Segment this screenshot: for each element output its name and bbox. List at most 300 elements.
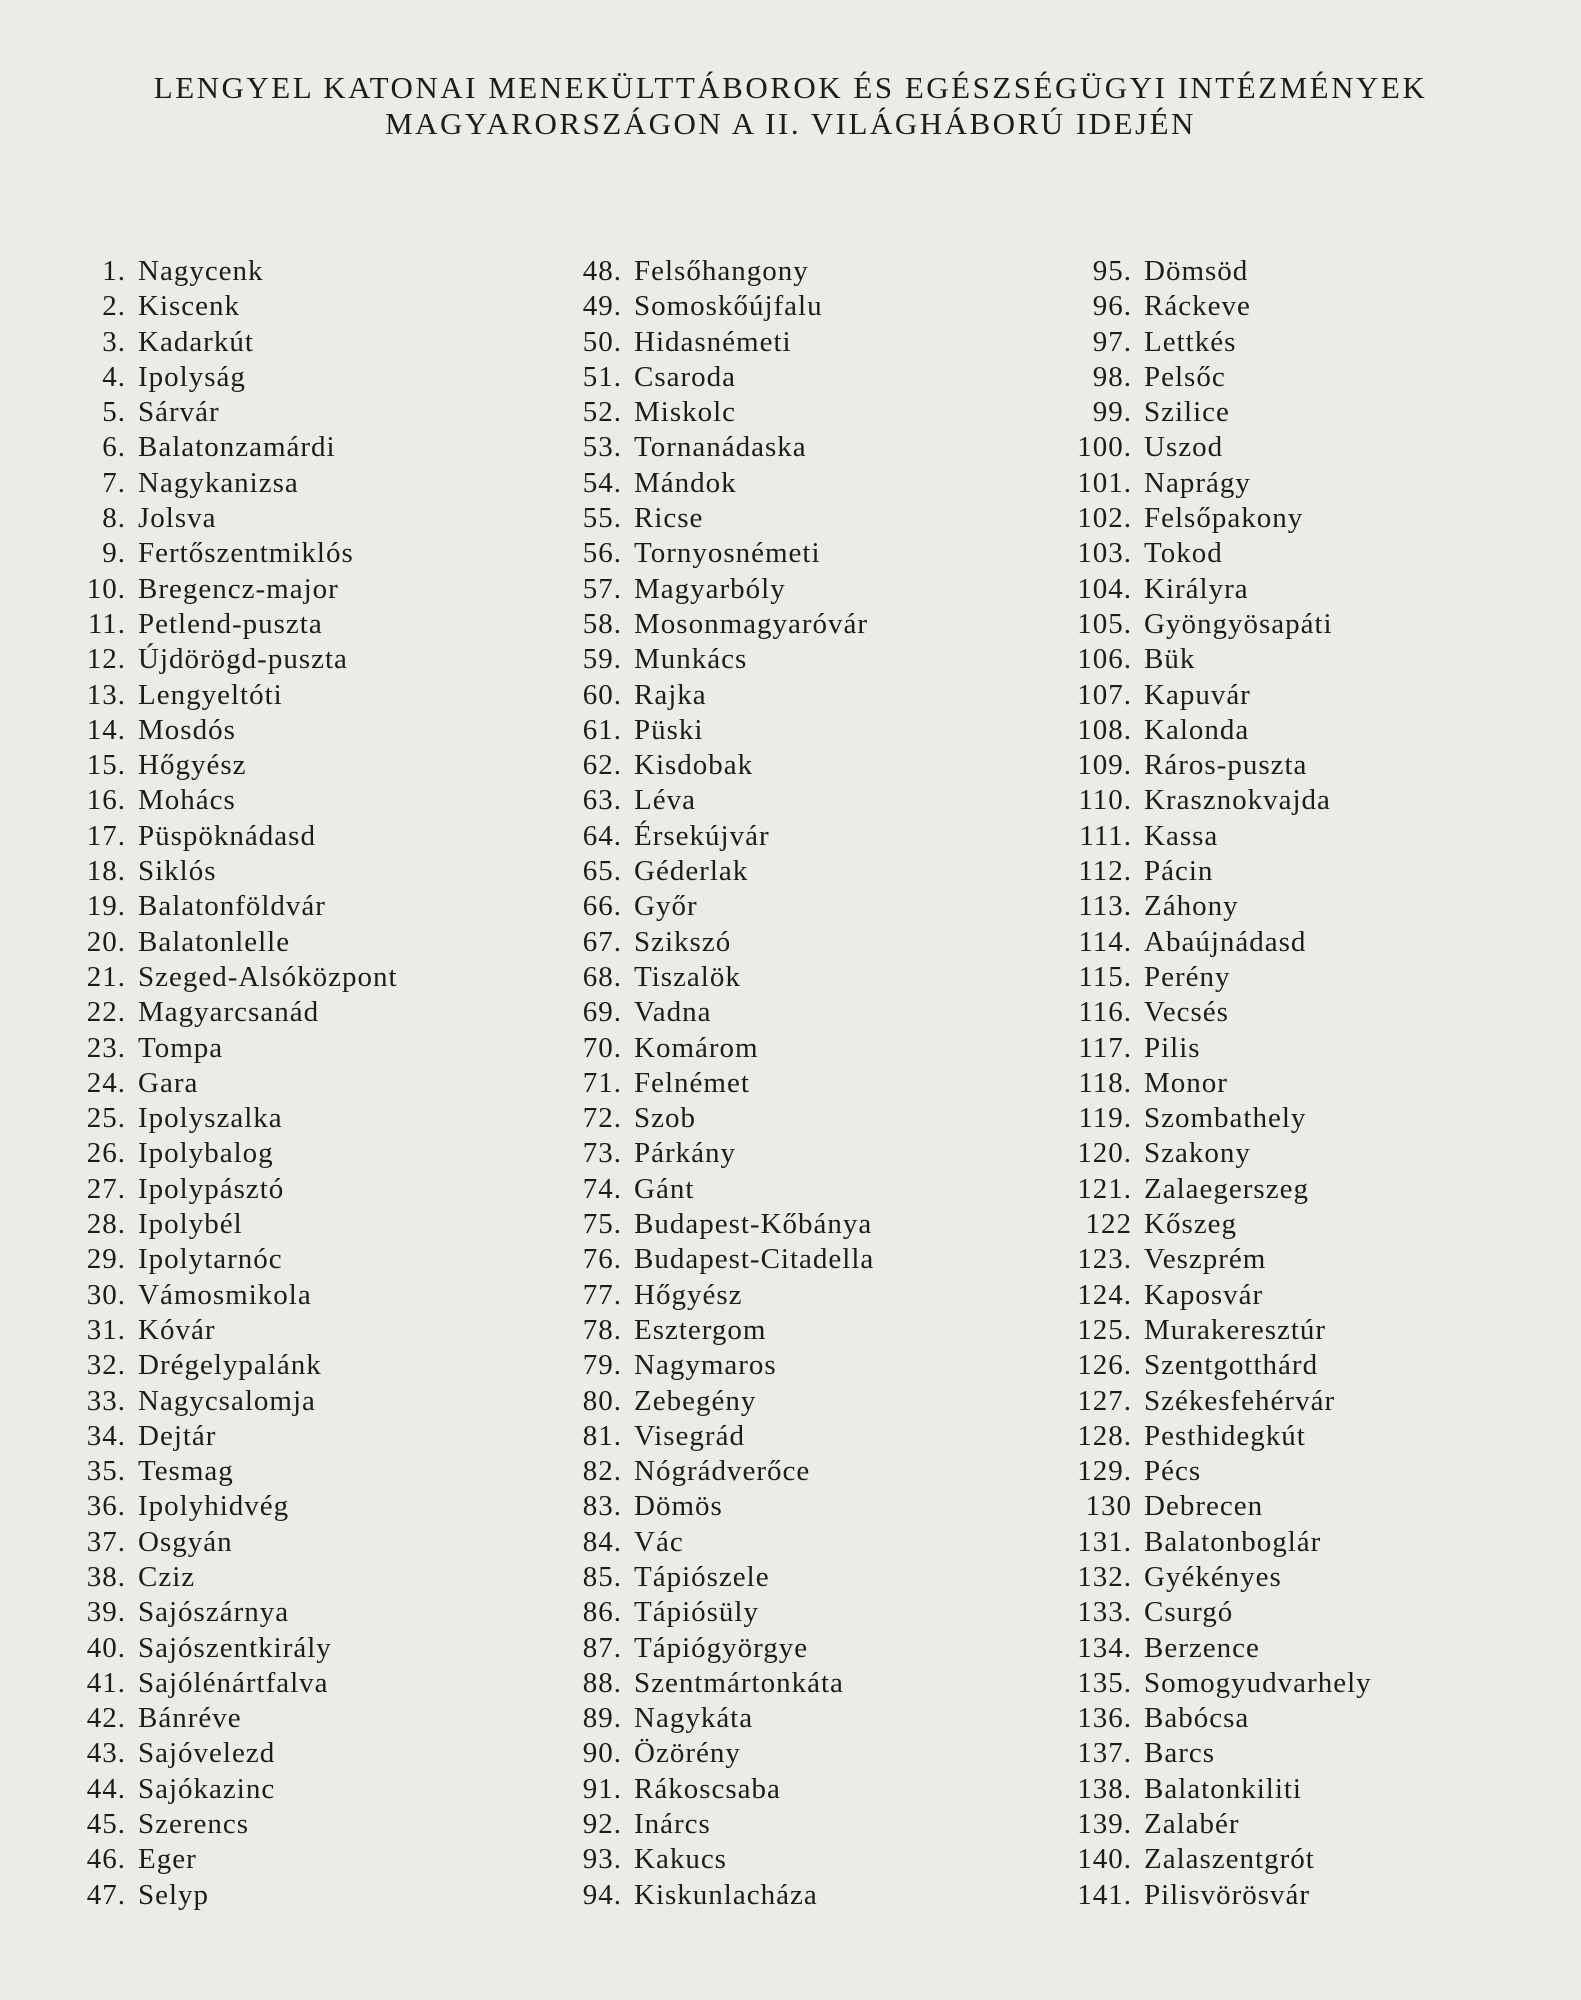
item-place-name: Nagykanizsa [138,466,299,499]
item-number: 55. [582,502,622,535]
item-number: 51. [582,360,622,393]
list-item [1050,501,1372,536]
item-place-name: Debrecen [1144,1490,1264,1523]
list-item [540,642,874,677]
list-item [540,960,874,995]
item-number: 14. [86,713,126,746]
item-number: 99. [1092,396,1132,429]
list-item [1050,1207,1372,1242]
list-column-1 [60,254,398,1913]
item-number: 105. [1077,607,1132,640]
item-number: 21. [86,960,126,993]
list-item [540,819,874,854]
item-place-name: Sajószárnya [138,1596,290,1629]
item-number: 35. [86,1455,126,1488]
item-place-name: Eger [138,1843,197,1876]
item-number: 109. [1077,749,1132,782]
item-number: 113. [1078,890,1132,923]
list-item [540,360,874,395]
item-place-name: Ipolyszalka [138,1102,283,1135]
item-place-name: Tápiósüly [634,1596,759,1629]
list-item [540,1172,874,1207]
list-item [1050,1878,1372,1913]
item-place-name: Zebegény [634,1384,757,1417]
item-number: 26. [86,1137,126,1170]
item-number: 16. [86,784,126,817]
list-item [60,1807,398,1842]
item-place-name: Krasznokvajda [1144,784,1331,817]
item-number: 46. [86,1843,126,1876]
list-item [60,1525,398,1560]
list-item [1050,1666,1372,1701]
list-item [1050,430,1372,465]
list-item [60,430,398,465]
item-place-name: Dömös [634,1490,723,1523]
item-place-name: Somogyudvarhely [1144,1666,1372,1699]
list-item [540,1066,874,1101]
list-item [60,1136,398,1171]
item-number: 112. [1078,855,1132,888]
list-item [1050,360,1372,395]
item-number: 93. [582,1843,622,1876]
item-number: 58. [582,607,622,640]
list-item [60,1631,398,1666]
item-number: 4. [102,360,126,393]
list-item [60,1701,398,1736]
list-item [60,395,398,430]
item-place-name: Budapest-Kőbánya [634,1208,873,1241]
item-number: 52. [582,396,622,429]
item-place-name: Lengyeltóti [138,678,283,711]
item-number: 27. [86,1172,126,1205]
item-place-name: Felnémet [634,1066,750,1099]
item-place-name: Győr [634,890,698,923]
list-item [60,713,398,748]
item-number: 101. [1077,466,1132,499]
item-number: 41. [86,1666,126,1699]
item-place-name: Miskolc [634,396,737,429]
list-item [540,1525,874,1560]
item-number: 141. [1077,1878,1132,1911]
item-number: 94. [582,1878,622,1911]
item-place-name: Jolsva [138,502,217,535]
item-number: 89. [582,1702,622,1735]
item-place-name: Géderlak [634,855,749,888]
item-place-name: Sajólénártfalva [138,1666,329,1699]
item-number: 44. [86,1772,126,1805]
item-number: 20. [86,925,126,958]
list-item [540,925,874,960]
item-number: 126. [1077,1349,1132,1382]
list-column-3 [1050,254,1372,1913]
list-item [540,289,874,324]
list-item [540,713,874,748]
item-place-name: Kőszeg [1144,1208,1237,1241]
item-number: 80. [582,1384,622,1417]
list-item [540,501,874,536]
item-number: 63. [582,784,622,817]
item-number: 33. [86,1384,126,1417]
item-place-name: Kapuvár [1144,678,1251,711]
item-place-name: Pelsőc [1144,360,1226,393]
list-item [60,1419,398,1454]
item-number: 53. [582,431,622,464]
item-number: 34. [86,1419,126,1452]
item-number: 136. [1077,1702,1132,1735]
list-item [540,889,874,924]
item-place-name: Vadna [634,996,712,1029]
item-number: 61. [582,713,622,746]
item-place-name: Kiskunlacháza [634,1878,818,1911]
item-place-name: Fertőszentmiklós [138,537,354,570]
list-item [1050,1489,1372,1524]
list-item [60,1031,398,1066]
item-place-name: Pácin [1144,855,1214,888]
item-number: 10. [86,572,126,605]
item-place-name: Kassa [1144,819,1219,852]
list-item [60,1560,398,1595]
item-number: 102. [1077,502,1132,535]
list-item [1050,1736,1372,1771]
item-number: 103. [1077,537,1132,570]
list-item [540,1278,874,1313]
item-number: 85. [582,1560,622,1593]
item-place-name: Kóvár [138,1313,216,1346]
item-place-name: Dejtár [138,1419,217,1452]
item-number: 78. [582,1313,622,1346]
item-number: 130 [1085,1490,1132,1523]
item-place-name: Mohács [138,784,236,817]
item-place-name: Balatonzamárdi [138,431,336,464]
item-number: 62. [582,749,622,782]
item-place-name: Vecsés [1144,996,1229,1029]
item-place-name: Nagycenk [138,255,264,287]
item-place-name: Székesfehérvár [1144,1384,1336,1417]
item-number: 19. [86,890,126,923]
item-number: 100. [1077,431,1132,464]
item-place-name: Püski [634,713,704,746]
list-item [60,889,398,924]
item-place-name: Bánréve [138,1702,242,1735]
item-place-name: Ráckeve [1144,290,1251,323]
list-item [1050,925,1372,960]
item-place-name: Tápiószele [634,1560,770,1593]
list-item [1050,1842,1372,1877]
list-item [540,854,874,889]
item-place-name: Sajókazinc [138,1772,276,1805]
item-number: 66. [582,890,622,923]
list-item [540,1384,874,1419]
list-item [60,1384,398,1419]
item-place-name: Tornanádaska [634,431,807,464]
item-number: 43. [86,1737,126,1770]
item-number: 84. [582,1525,622,1558]
list-item [540,607,874,642]
item-place-name: Királyra [1144,572,1249,605]
item-place-name: Tompa [138,1031,224,1064]
item-number: 74. [582,1172,622,1205]
list-item [60,1489,398,1524]
list-item [540,1631,874,1666]
item-place-name: Murakeresztúr [1144,1313,1327,1346]
list-item [60,854,398,889]
item-place-name: Tornyosnémeti [634,537,821,570]
item-place-name: Pilisvörösvár [1144,1878,1311,1911]
item-place-name: Gara [138,1066,199,1099]
item-number: 17. [86,819,126,852]
list-item [540,1736,874,1771]
item-place-name: Gánt [634,1172,695,1205]
item-number: 9. [102,537,126,570]
list-item [1050,1242,1372,1277]
item-number: 8. [102,502,126,535]
item-place-name: Dömsöd [1144,255,1249,287]
item-place-name: Kalonda [1144,713,1250,746]
list-item [1050,1066,1372,1101]
item-number: 114. [1078,925,1132,958]
list-item [1050,466,1372,501]
list-item [540,748,874,783]
item-number: 2. [102,290,126,323]
item-place-name: Bregencz-major [138,572,339,605]
list-item [1050,889,1372,924]
item-place-name: Kadarkút [138,325,254,358]
list-item [540,395,874,430]
item-number: 104. [1077,572,1132,605]
list-item [1050,289,1372,324]
item-number: 125. [1077,1313,1132,1346]
item-number: 42. [86,1702,126,1735]
item-place-name: Veszprém [1144,1243,1267,1276]
item-place-name: Tápiógyörgye [634,1631,809,1664]
item-place-name: Szerencs [138,1808,250,1841]
item-place-name: Osgyán [138,1525,233,1558]
item-place-name: Özörény [634,1737,741,1770]
list-item [1050,1384,1372,1419]
item-place-name: Somoskőújfalu [634,290,823,323]
list-item [540,466,874,501]
item-number: 82. [582,1455,622,1488]
item-number: 71. [582,1066,622,1099]
item-number: 111. [1079,819,1132,852]
list-item [60,1348,398,1383]
item-number: 133. [1077,1596,1132,1629]
item-place-name: Pesthidegkút [1144,1419,1306,1452]
item-place-name: Szentmártonkáta [634,1666,844,1699]
list-item [1050,819,1372,854]
list-item [1050,1313,1372,1348]
item-number: 45. [86,1808,126,1841]
item-place-name: Mosdós [138,713,236,746]
item-place-name: Gyékényes [1144,1560,1282,1593]
item-number: 29. [86,1243,126,1276]
item-number: 50. [582,325,622,358]
item-number: 56. [582,537,622,570]
item-place-name: Vác [634,1525,684,1558]
item-number: 36. [86,1490,126,1523]
list-item [540,1842,874,1877]
item-number: 116. [1078,996,1132,1029]
item-place-name: Balatonboglár [1144,1525,1322,1558]
list-item [540,1560,874,1595]
list-item [60,607,398,642]
list-item [1050,325,1372,360]
list-item [60,1878,398,1913]
item-place-name: Kiscenk [138,290,241,323]
item-place-name: Berzence [1144,1631,1260,1664]
list-item [540,1878,874,1913]
list-item [540,678,874,713]
list-item [60,1666,398,1701]
item-number: 140. [1077,1843,1132,1876]
item-number: 90. [582,1737,622,1770]
item-number: 39. [86,1596,126,1629]
item-place-name: Drégelypalánk [138,1349,322,1382]
list-item [540,1031,874,1066]
list-item [60,960,398,995]
list-item [540,430,874,465]
item-number: 23. [86,1031,126,1064]
item-place-name: Sajóvelezd [138,1737,276,1770]
item-place-name: Balatonlelle [138,925,291,958]
item-place-name: Ricse [634,502,704,535]
page-title [0,70,1581,142]
item-place-name: Uszod [1144,431,1224,464]
list-item [1050,1136,1372,1171]
item-number: 48. [582,255,622,287]
item-number: 37. [86,1525,126,1558]
item-place-name: Munkács [634,643,748,676]
item-place-name: Petlend-puszta [138,607,323,640]
item-place-name: Szilice [1144,396,1230,429]
item-number: 18. [86,855,126,888]
item-place-name: Lettkés [1144,325,1237,358]
item-number: 91. [582,1772,622,1805]
item-place-name: Nagycsalomja [138,1384,316,1417]
list-item [60,1313,398,1348]
list-item [1050,960,1372,995]
list-item [1050,748,1372,783]
item-number: 119. [1078,1102,1132,1135]
item-place-name: Balatonkiliti [1144,1772,1302,1805]
item-number: 137. [1077,1737,1132,1770]
item-place-name: Siklós [138,855,217,888]
item-place-name: Visegrád [634,1419,745,1452]
list-item [1050,783,1372,818]
item-number: 77. [582,1278,622,1311]
list-item [1050,1807,1372,1842]
item-number: 115. [1078,960,1132,993]
item-number: 110. [1078,784,1132,817]
list-item [60,1772,398,1807]
list-item [1050,678,1372,713]
list-item [60,678,398,713]
item-place-name: Kaposvár [1144,1278,1264,1311]
item-place-name: Magyarbóly [634,572,786,605]
item-number: 38. [86,1560,126,1593]
list-item [60,1207,398,1242]
item-place-name: Esztergom [634,1313,767,1346]
item-number: 75. [582,1208,622,1241]
item-place-name: Kisdobak [634,749,754,782]
item-number: 118. [1078,1066,1132,1099]
item-number: 97. [1092,325,1132,358]
item-number: 5. [102,396,126,429]
list-item [60,325,398,360]
item-number: 60. [582,678,622,711]
item-place-name: Szakony [1144,1137,1251,1170]
item-number: 72. [582,1102,622,1135]
item-number: 120. [1077,1137,1132,1170]
item-number: 24. [86,1066,126,1099]
item-place-name: Inárcs [634,1808,711,1841]
item-place-name: Rajka [634,678,707,711]
item-place-name: Ipolypásztó [138,1172,285,1205]
item-place-name: Gyöngyösapáti [1144,607,1333,640]
item-place-name: Nagymaros [634,1349,777,1382]
item-number: 30. [86,1278,126,1311]
item-place-name: Hőgyész [634,1278,743,1311]
item-number: 95. [1092,255,1132,287]
list-column-2 [540,254,874,1913]
item-place-name: Felsőpakony [1144,502,1304,535]
list-item [1050,642,1372,677]
item-place-name: Csaroda [634,360,737,393]
item-number: 73. [582,1137,622,1170]
item-number: 134. [1077,1631,1132,1664]
title-line-1: LENGYEL KATONAI MENEKÜLTTÁBOROK ÉS EGÉSZSÉGÜGYI INTÉZMÉNYEK [153,70,1428,105]
list-item [60,254,398,289]
item-place-name: Selyp [138,1878,210,1911]
item-number: 13. [86,678,126,711]
item-place-name: Balatonföldvár [138,890,326,923]
item-place-name: Nógrádverőce [634,1455,811,1488]
item-number: 135. [1077,1666,1132,1699]
item-number: 86. [582,1596,622,1629]
list-item [540,783,874,818]
item-place-name: Ipolybalog [138,1137,274,1170]
item-number: 131. [1077,1525,1132,1558]
list-item [1050,254,1372,289]
item-place-name: Zalaegerszeg [1144,1172,1309,1205]
item-number: 12. [86,643,126,676]
item-place-name: Ipolyság [138,360,246,393]
list-item [60,783,398,818]
item-place-name: Mosonmagyaróvár [634,607,869,640]
list-item [540,1772,874,1807]
list-item [60,501,398,536]
list-item [1050,1031,1372,1066]
list-item [540,1348,874,1383]
item-number: 129. [1077,1455,1132,1488]
item-place-name: Tesmag [138,1455,234,1488]
item-place-name: Tokod [1144,537,1223,570]
item-place-name: Léva [634,784,696,817]
list-item [60,1172,398,1207]
list-item [1050,1172,1372,1207]
list-item [60,1595,398,1630]
item-number: 32. [86,1349,126,1382]
item-place-name: Bük [1144,643,1196,676]
item-place-name: Zalabér [1144,1808,1240,1841]
item-number: 139. [1077,1808,1132,1841]
item-place-name: Sajószentkirály [138,1631,332,1664]
list-item [1050,572,1372,607]
item-number: 1. [102,255,126,287]
item-number: 22. [86,996,126,1029]
list-item [60,819,398,854]
item-number: 57. [582,572,622,605]
